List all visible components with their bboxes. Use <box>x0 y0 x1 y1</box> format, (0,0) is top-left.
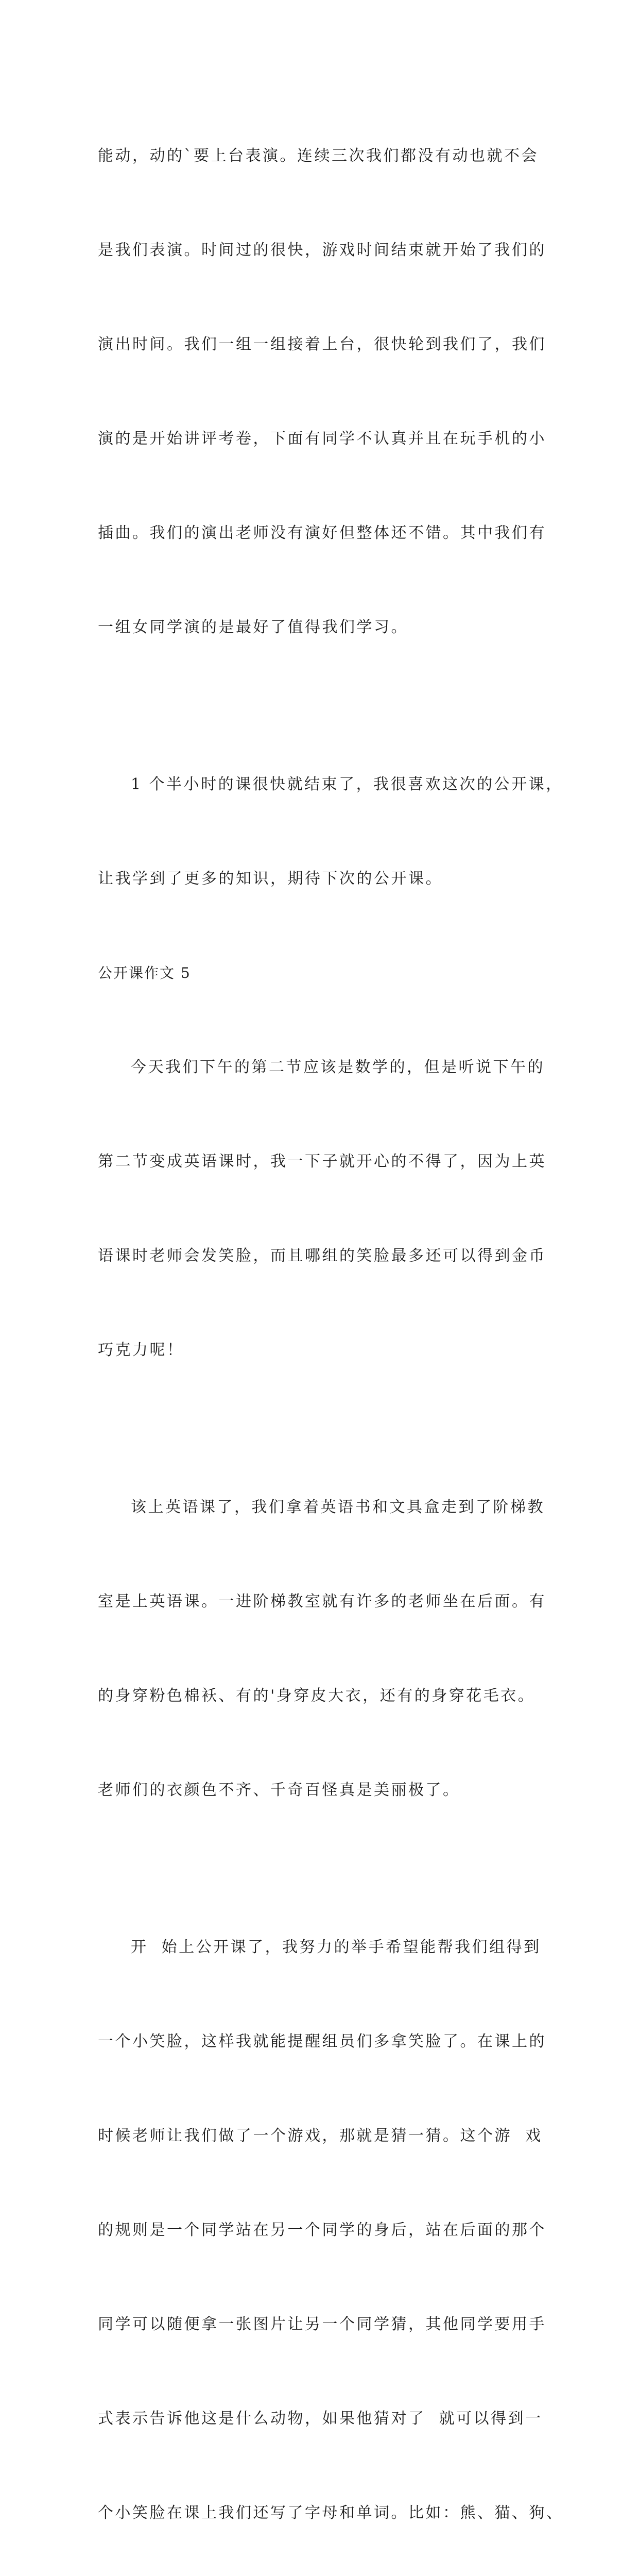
text-line: 是我们表演。时间过的很快，游戏时间结束就开始了我们的 <box>98 241 546 259</box>
text-line: 时候老师让我们做了一个游戏，那就是猜一猜。这个游 戏 <box>98 2127 543 2145</box>
paragraph-5 <box>98 1869 564 2576</box>
text-line: 让我学到了更多的知识，期待下次的公开课。 <box>98 870 443 888</box>
text-line: 能动，动的`要上台表演。连续三次我们都没有动也就不会 <box>98 147 539 165</box>
text-line: 一组女同学演的是最好了值得我们学习。 <box>98 618 408 636</box>
text-line: 插曲。我们的演出老师没有演好但整体还不错。其中我们有 <box>98 524 546 542</box>
text-line: 室是上英语课。一进阶梯教室就有许多的老师坐在后面。有 <box>98 1592 546 1611</box>
document-body <box>98 77 564 2576</box>
text-line: 1 个半小时的课很快就结束了，我很喜欢这次的公开课， <box>131 775 563 793</box>
text-line: 语课时老师会发笑脸，而且哪组的笑脸最多还可以得到金币 <box>98 1247 546 1265</box>
text-line: 巧克力呢！ <box>98 1341 184 1359</box>
text-line: 演出时间。我们一组一组接着上台，很快轮到我们了，我们 <box>98 335 546 353</box>
paragraph-2 <box>98 706 563 957</box>
text-line: 演的是开始讲评考卷，下面有同学不认真并且在玩手机的小 <box>98 430 546 448</box>
section-heading: 公开课作文 5 <box>98 964 191 981</box>
text-line: 个小笑脸在课上我们还写了字母和单词。比如：熊、猫、狗、 <box>98 2504 564 2522</box>
text-line: 开 始上公开课了，我努力的举手希望能帮我们组得到 <box>131 1938 541 1956</box>
paragraph-3 <box>98 989 551 1429</box>
text-line: 该上英语课了，我们拿着英语书和文具盒走到了阶梯教 <box>131 1498 545 1516</box>
text-line: 一个小笑脸，这样我就能提醒组员们多拿笑脸了。在课上的 <box>98 2032 546 2050</box>
text-line: 今天我们下午的第二节应该是数学的，但是听说下午的 <box>131 1058 545 1076</box>
text-line: 的身穿粉色棉袄、有的'身穿皮大衣，还有的身穿花毛衣。 <box>98 1687 536 1705</box>
text-line: 第二节变成英语课时，我一下子就开心的不得了，因为上英 <box>98 1153 546 1171</box>
text-line: 老师们的衣颜色不齐、千奇百怪真是美丽极了。 <box>98 1781 460 1799</box>
text-line: 的规则是一个同学站在另一个同学的身后，站在后面的那个 <box>98 2221 546 2239</box>
paragraph-4 <box>98 1429 551 1869</box>
text-line: 同学可以随便拿一张图片让另一个同学猜，其他同学要用手 <box>98 2315 546 2333</box>
paragraph-1 <box>98 77 551 706</box>
text-line: 式表示告诉他这是什么动物，如果他猜对了 就可以得到一 <box>98 2410 543 2428</box>
